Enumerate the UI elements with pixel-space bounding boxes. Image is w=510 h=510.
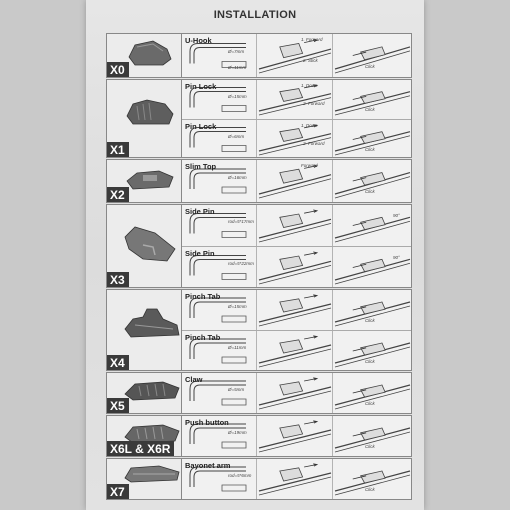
step-drawing bbox=[257, 331, 332, 370]
step-drawing bbox=[257, 416, 332, 456]
result-cell bbox=[332, 416, 411, 456]
arm-type-label: Claw bbox=[185, 375, 203, 384]
adapter-part-image bbox=[123, 37, 182, 77]
arm-type-label: Side Pin bbox=[185, 249, 215, 258]
arm-type-label: Bayonet arm bbox=[185, 461, 231, 470]
adapter-group bbox=[106, 79, 412, 158]
step-cell bbox=[256, 160, 332, 202]
installation-row bbox=[182, 330, 411, 370]
adapter-group bbox=[106, 204, 412, 288]
angle-note: 90° bbox=[393, 255, 400, 260]
arm-type-label: Pin Lock bbox=[185, 121, 217, 131]
model-badge: X5 bbox=[107, 398, 129, 413]
dimension-note: Ø=11mm bbox=[228, 345, 247, 350]
adapter-part-image bbox=[123, 163, 182, 202]
result-cell bbox=[332, 120, 411, 158]
installation-row bbox=[182, 80, 411, 119]
arm-type-label: Pin Lock bbox=[185, 82, 217, 91]
model-badge: X4 bbox=[107, 355, 129, 370]
installation-row bbox=[182, 160, 411, 202]
click-drawing bbox=[333, 205, 411, 246]
dimension-note: Ø=7mm bbox=[228, 49, 245, 54]
adapter-photo bbox=[107, 416, 182, 456]
installation-row bbox=[182, 290, 411, 330]
step-cell bbox=[256, 80, 332, 119]
result-cell bbox=[332, 373, 411, 413]
click-drawing bbox=[333, 459, 411, 499]
result-cell bbox=[332, 34, 411, 77]
result-cell bbox=[332, 205, 411, 246]
step-note: 2. Stick bbox=[303, 58, 318, 63]
adapter-group bbox=[106, 372, 412, 414]
installation-row bbox=[182, 459, 411, 499]
arm-type-cell bbox=[182, 34, 256, 77]
page-title: INSTALLATION bbox=[213, 9, 297, 21]
adapter-photo bbox=[107, 80, 182, 157]
adapter-part-image bbox=[123, 376, 182, 413]
step-drawing bbox=[257, 459, 332, 499]
click-drawing bbox=[333, 160, 411, 202]
click-note: Click bbox=[365, 487, 375, 492]
click-drawing bbox=[333, 331, 411, 370]
model-badge: X3 bbox=[107, 272, 129, 287]
step-note: 1. Forward bbox=[301, 37, 323, 42]
dimension-note: rod=5*22mm bbox=[228, 261, 254, 266]
installation-row bbox=[182, 34, 411, 77]
click-note: Click bbox=[365, 189, 375, 194]
installation-row bbox=[182, 205, 411, 246]
angle-note: 90° bbox=[393, 213, 400, 218]
arm-type-cell bbox=[182, 331, 256, 370]
arm-type-cell bbox=[182, 205, 256, 246]
step-cell bbox=[256, 416, 332, 456]
arm-type-cell bbox=[182, 459, 256, 499]
dimension-note: Ø=19mm bbox=[228, 430, 247, 435]
model-badge: X6L & X6R bbox=[107, 441, 174, 456]
arm-type-label: U-Hook bbox=[185, 36, 212, 45]
dimension-note: Ø=5mm bbox=[228, 387, 245, 392]
click-note: Click bbox=[365, 318, 375, 323]
step-note: 1. Down bbox=[301, 83, 318, 88]
adapter-photo bbox=[107, 290, 182, 370]
click-drawing bbox=[333, 247, 411, 287]
installation-row bbox=[182, 373, 411, 413]
click-drawing bbox=[333, 34, 411, 77]
adapter-photo bbox=[107, 373, 182, 413]
result-cell bbox=[332, 459, 411, 499]
arm-type-label: Pinch Tab bbox=[185, 292, 221, 301]
dimension-note: Ø=15mm bbox=[228, 94, 247, 99]
step-cell bbox=[256, 247, 332, 287]
click-drawing bbox=[333, 80, 411, 119]
result-cell bbox=[332, 80, 411, 119]
step-cell bbox=[256, 331, 332, 370]
adapter-part-image bbox=[123, 221, 182, 265]
installation-row bbox=[182, 416, 411, 456]
arm-type-label: Side Pin bbox=[185, 207, 215, 216]
model-badge: X2 bbox=[107, 187, 129, 202]
click-note: Click bbox=[365, 359, 375, 364]
click-note: Click bbox=[365, 444, 375, 449]
step-cell bbox=[256, 373, 332, 413]
step-cell bbox=[256, 205, 332, 246]
step-cell bbox=[256, 34, 332, 77]
arm-type-cell bbox=[182, 80, 256, 119]
arm-type-cell bbox=[182, 160, 256, 202]
arm-type-cell bbox=[182, 290, 256, 330]
step-cell bbox=[256, 120, 332, 158]
adapter-part-image bbox=[123, 94, 182, 138]
arm-type-cell bbox=[182, 247, 256, 287]
step-drawing bbox=[257, 205, 332, 246]
model-badge: X7 bbox=[107, 484, 129, 499]
step-drawing bbox=[257, 290, 332, 330]
arm-type-label: Push button bbox=[185, 418, 229, 427]
result-cell bbox=[332, 331, 411, 370]
adapter-group bbox=[106, 415, 412, 457]
step-note: 1. Down bbox=[301, 122, 318, 128]
step-drawing bbox=[257, 247, 332, 287]
instruction-sheet bbox=[86, 0, 424, 510]
step-drawing bbox=[257, 160, 332, 202]
dimension-note: Ø=15mm bbox=[228, 304, 247, 309]
arm-type-label: Slim Top bbox=[185, 162, 217, 171]
adapter-group bbox=[106, 33, 412, 78]
dimension-note: rod=5*6mm bbox=[228, 473, 252, 478]
dimension-note: rod=5*17mm bbox=[228, 219, 254, 224]
adapter-part-image bbox=[123, 462, 182, 499]
installation-row bbox=[182, 246, 411, 287]
step-cell bbox=[256, 459, 332, 499]
arm-type-label: Pinch Tab bbox=[185, 333, 221, 342]
adapter-group bbox=[106, 159, 412, 203]
dimension-note: Ø=16mm bbox=[228, 175, 247, 180]
adapter-group bbox=[106, 289, 412, 371]
step-drawing bbox=[257, 120, 332, 158]
arm-type-cell bbox=[182, 373, 256, 413]
adapter-photo bbox=[107, 160, 182, 202]
adapter-group bbox=[106, 458, 412, 500]
click-drawing bbox=[333, 416, 411, 456]
step-drawing bbox=[257, 373, 332, 413]
result-cell bbox=[332, 290, 411, 330]
model-badge: X0 bbox=[107, 62, 129, 77]
dimension-note: Ø=11mm bbox=[228, 65, 247, 70]
click-drawing bbox=[333, 290, 411, 330]
arm-type-cell bbox=[182, 416, 256, 456]
installation-row bbox=[182, 119, 411, 158]
adapter-photo bbox=[107, 34, 182, 77]
click-note: Click bbox=[365, 107, 375, 112]
adapter-photo bbox=[107, 459, 182, 499]
step-note: 2. Forward bbox=[303, 101, 325, 106]
result-cell bbox=[332, 160, 411, 202]
step-note: Forward bbox=[301, 163, 318, 168]
click-note: Click bbox=[365, 146, 375, 152]
step-drawing bbox=[257, 80, 332, 119]
click-note: Click bbox=[365, 401, 375, 406]
adapter-photo bbox=[107, 205, 182, 287]
result-cell bbox=[332, 247, 411, 287]
adapter-part-image bbox=[123, 305, 182, 349]
click-drawing bbox=[333, 373, 411, 413]
model-badge: X1 bbox=[107, 142, 129, 157]
dimension-note: Ø=6mm bbox=[228, 133, 245, 139]
click-note: Click bbox=[365, 64, 375, 69]
step-cell bbox=[256, 290, 332, 330]
step-note: 2. Forward bbox=[303, 140, 325, 146]
arm-type-cell bbox=[182, 120, 256, 158]
